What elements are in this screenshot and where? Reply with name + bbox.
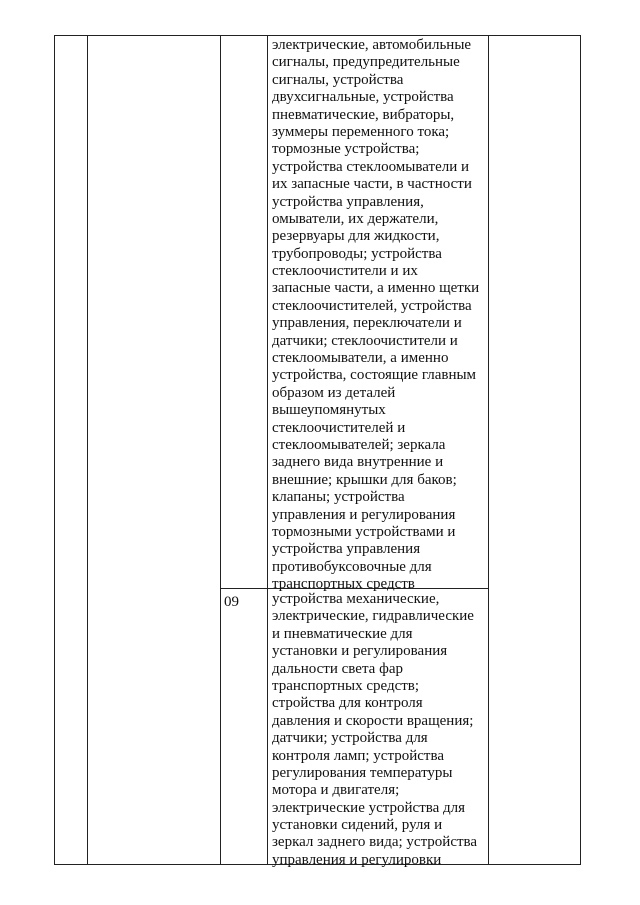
text-line: устройства управления <box>272 541 421 558</box>
text-line: трубопроводы; устройства <box>272 245 442 262</box>
table-top-border <box>54 35 580 36</box>
text-line: устройства, состоящие главным <box>272 367 477 384</box>
row2-class-code: 09 <box>224 594 239 610</box>
text-line: стройства для контроля <box>272 695 423 712</box>
text-line: запасные части, а именно щетки <box>272 280 480 297</box>
text-line: их запасные части, в частности <box>272 176 472 193</box>
column-divider-1 <box>87 35 88 865</box>
text-line: вышеупомянутых <box>272 402 386 419</box>
text-line: стеклоомывателей; зеркала <box>272 436 446 453</box>
text-line: электрические, автомобильные <box>272 37 472 53</box>
row2-description-cell <box>272 591 477 869</box>
text-line: управления и регулирования <box>272 506 456 523</box>
text-line: зуммеры переменного тока; <box>272 123 450 140</box>
text-line: сигналы, предупредительные <box>272 54 460 71</box>
text-line: внешние; крышки для баков; <box>272 471 457 488</box>
text-line: пневматические, вибраторы, <box>272 106 455 123</box>
text-line: дальности света фар <box>272 660 403 677</box>
row1-description-cell <box>272 37 479 594</box>
text-line: датчики; стеклоочистители и <box>272 332 458 349</box>
column-divider-3 <box>267 35 268 865</box>
text-line: противобуксовочные для <box>272 558 432 575</box>
text-line: заднего вида внутренние и <box>272 454 444 471</box>
text-line: образом из деталей <box>272 384 396 401</box>
text-line: клапаны; устройства <box>272 489 405 506</box>
text-line: транспортных средств <box>272 576 415 593</box>
text-line: установки и регулирования <box>272 643 448 660</box>
text-line: мотора и двигателя; <box>272 782 400 799</box>
column-divider-4 <box>488 35 489 865</box>
text-line: электрические устройства для <box>272 799 466 816</box>
text-line: регулирования температуры <box>272 764 453 781</box>
text-line: устройства управления, <box>272 193 424 210</box>
text-line: установки сидений, руля и <box>272 817 443 834</box>
text-line: устройства механические, <box>272 591 440 607</box>
text-line: омыватели, их держатели, <box>272 210 439 227</box>
text-line: стеклоочистителей, устройства <box>272 297 472 314</box>
text-line: зеркал заднего вида; устройства <box>272 834 478 851</box>
text-line: давления и скорости вращения; <box>272 712 474 729</box>
text-line: и пневматические для <box>272 625 413 642</box>
text-line: двухсигнальные, устройства <box>272 89 454 106</box>
text-line: датчики; устройства для <box>272 730 428 747</box>
text-line: тормозными устройствами и <box>272 523 456 540</box>
text-line: тормозные устройства; <box>272 141 420 158</box>
text-line: стеклоомыватели, а именно <box>272 350 449 367</box>
text-line: сигналы, устройства <box>272 71 404 88</box>
text-line: устройства стеклоомыватели и <box>272 158 470 175</box>
text-line: электрические, гидравлические <box>272 608 474 625</box>
table-left-border <box>54 35 55 865</box>
text-line: стеклоочистители и их <box>272 263 418 280</box>
text-line: стеклоочистителей и <box>272 419 406 436</box>
text-line: управления, переключатели и <box>272 315 462 332</box>
text-line: резервуары для жидкости, <box>272 228 440 245</box>
text-line: транспортных средств; <box>272 677 420 694</box>
column-divider-2 <box>220 35 221 865</box>
table-right-border <box>580 35 581 865</box>
text-line: контроля ламп; устройства <box>272 747 444 764</box>
text-line: управления и регулировки <box>272 851 442 868</box>
